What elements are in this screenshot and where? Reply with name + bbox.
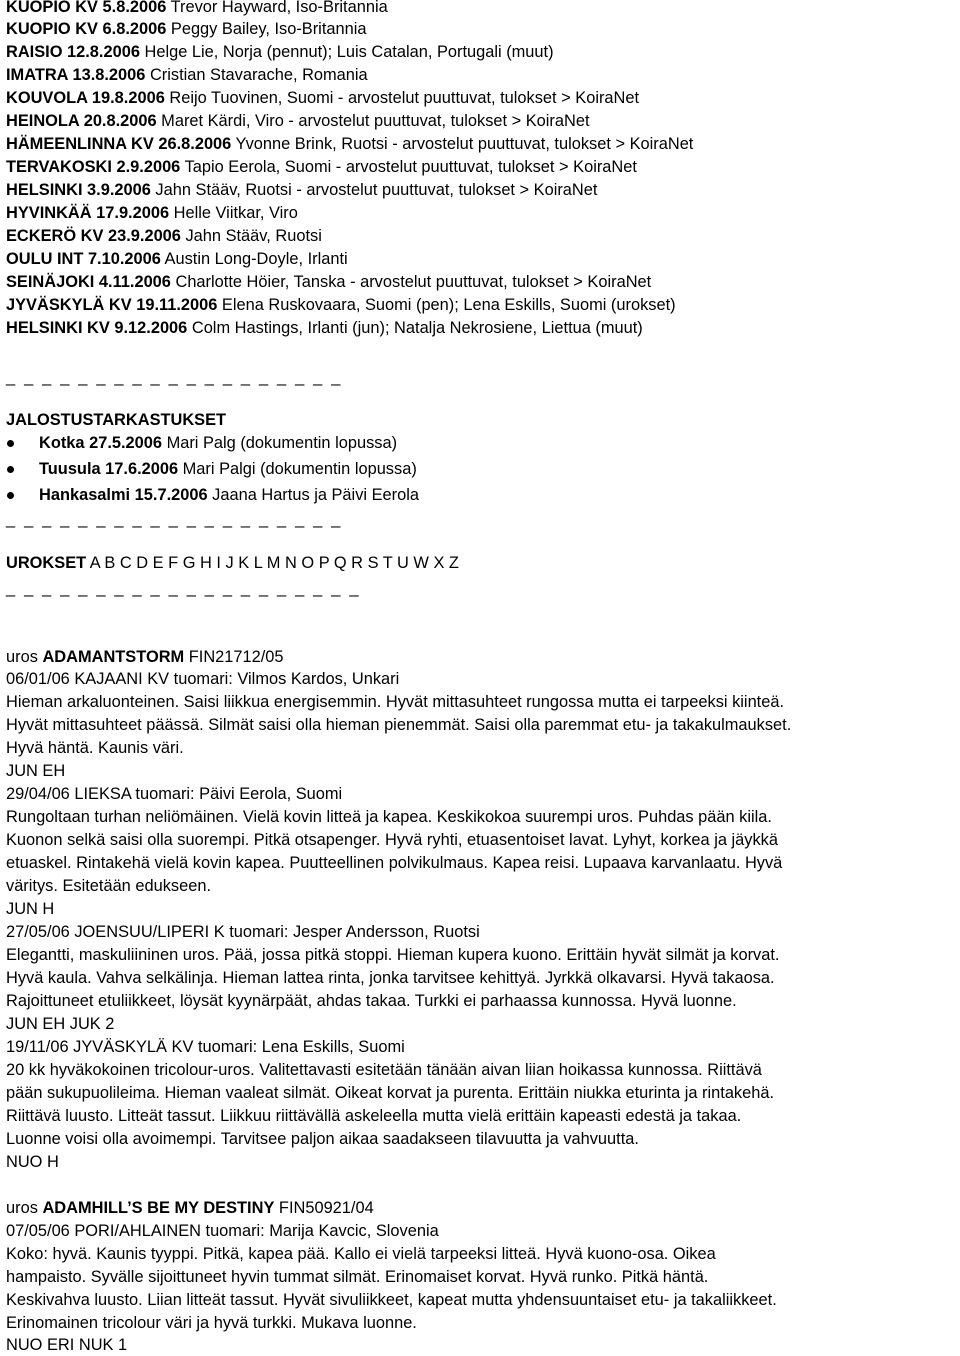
show-place: HELSINKI 3.9.2006 [6, 181, 151, 199]
show-entry [6, 111, 590, 131]
show-place: HEINOLA 20.8.2006 [6, 112, 157, 130]
show-judge: Jahn Stääv, Ruotsi - arvostelut puuttuvat, tulokset > KoiraNet [150, 181, 598, 199]
critique-line: JUN EH JUK 2 [6, 1015, 115, 1033]
show-judge: Helle Viitkar, Viro [169, 204, 298, 222]
show-judge: Tapio Eerola, Suomi - arvostelut puuttuvat, tulokset > KoiraNet [180, 158, 637, 176]
critique-line: 07/05/06 PORI/AHLAINEN tuomari: Marija Kavcic, Slovenia [6, 1222, 439, 1240]
inspection-place: Hankasalmi 15.7.2006 [39, 486, 208, 504]
dog-title [6, 1198, 374, 1218]
show-entry [6, 318, 643, 338]
critique-line: JUN EH [6, 762, 66, 780]
critique-line: Rungoltaan turhan neliömäinen. Vielä kovin litteä ja kapea. Keskikokoa suurempi uros. Puhdas pään kiila. [6, 808, 772, 826]
bullet-icon [7, 492, 14, 499]
show-entry [6, 180, 597, 200]
critique-line: Elegantti, maskuliininen uros. Pää, jossa pitkä stoppi. Hieman kupera kuono. Erittäin hyvät silmät ja korvat. [6, 946, 780, 964]
section-heading [6, 410, 226, 430]
show-judge: Austin Long-Doyle, Irlanti [160, 250, 348, 268]
critique-line: NUO ERI NUK 1 [6, 1336, 128, 1354]
critique-line: 19/11/06 JYVÄSKYLÄ KV tuomari: Lena Eskills, Suomi [6, 1038, 405, 1056]
show-place: TERVAKOSKI 2.9.2006 [6, 158, 181, 176]
show-judge: Helge Lie, Norja (pennut); Luis Catalan, Portugali (muut) [139, 43, 554, 61]
dog-reg: FIN50921/04 [274, 1199, 374, 1217]
show-place: KUOPIO KV 5.8.2006 [6, 0, 167, 16]
dog-reg: FIN21712/05 [184, 648, 284, 666]
separator-line: _ _ _ _ _ _ _ _ _ _ _ _ _ _ _ _ _ _ _ [6, 510, 343, 528]
show-judge: Peggy Bailey, Iso-Britannia [166, 20, 367, 38]
dog-prefix: uros [6, 648, 43, 666]
show-entry [6, 19, 366, 39]
show-judge: Elena Ruskovaara, Suomi (pen); Lena Eskills, Suomi (urokset) [217, 296, 676, 314]
show-entry [6, 226, 322, 246]
show-entry [6, 65, 368, 85]
show-place: SEINÄJOKI 4.11.2006 [6, 273, 171, 291]
show-place: HELSINKI KV 9.12.2006 [6, 319, 188, 337]
critique-line: 29/04/06 LIEKSA tuomari: Päivi Eerola, Suomi [6, 785, 343, 803]
show-judge: Charlotte Höier, Tanska - arvostelut puuttuvat, tulokset > KoiraNet [170, 273, 652, 291]
critique-line: 20 kk hyväkokoinen tricolour-uros. Valitettavasti esitetään tänään aivan liian hoikassa kunnossa. Riittävä [6, 1061, 762, 1079]
breeding-heading: JALOSTUSTARKASTUKSET [6, 411, 227, 429]
show-entry [6, 203, 298, 223]
males-heading: UROKSET [6, 554, 87, 572]
show-entry [6, 134, 693, 154]
show-place: OULU INT 7.10.2006 [6, 250, 161, 268]
inspection-place: Kotka 27.5.2006 [39, 434, 163, 452]
show-place: ECKERÖ KV 23.9.2006 [6, 227, 181, 245]
show-entry [6, 295, 676, 315]
dog-name: ADAMHILL’S BE MY DESTINY [42, 1199, 275, 1217]
critique-line: hampaisto. Syvälle sijoittuneet hyvin tummat silmät. Erinomaiset korvat. Hyvä runko. Pitkä häntä. [6, 1268, 709, 1286]
show-judge: Colm Hastings, Irlanti (jun); Natalja Nekrosiene, Liettua (muut) [187, 319, 643, 337]
show-judge: Reijo Tuovinen, Suomi - arvostelut puuttuvat, tulokset > KoiraNet [164, 89, 640, 107]
dog-name: ADAMANTSTORM [42, 648, 185, 666]
inspection-text: Jaana Hartus ja Päivi Eerola [207, 486, 419, 504]
dog-prefix: uros [6, 1199, 43, 1217]
dog-title [6, 647, 284, 667]
show-place: RAISIO 12.8.2006 [6, 43, 140, 61]
critique-line: NUO H [6, 1153, 59, 1171]
show-entry [6, 249, 348, 269]
critique-line: Riittävä luusto. Litteät tassut. Liikkuu riittävällä askeleella mutta vielä erittäin kapeasti edestä ja takaa. [6, 1107, 742, 1125]
critique-line: Hyvät mittasuhteet päässä. Silmät saisi olla hieman pienemmät. Saisi olla paremmat etu- ja takakulmaukset. [6, 716, 792, 734]
critique-line: 06/01/06 KAJAANI KV tuomari: Vilmos Kardos, Unkari [6, 670, 400, 688]
separator-line: _ _ _ _ _ _ _ _ _ _ _ _ _ _ _ _ _ _ _ _ [6, 579, 361, 597]
alphabet-index[interactable]: A B C D E F G H I J K L M N O P Q R S T U W X Z [86, 554, 459, 572]
show-place: KOUVOLA 19.8.2006 [6, 89, 165, 107]
show-entry [6, 157, 637, 177]
show-place: HÄMEENLINNA KV 26.8.2006 [6, 135, 232, 153]
bullet-icon [7, 440, 14, 447]
critique-line: Erinomainen tricolour väri ja hyvä turkki. Mukava luonne. [6, 1314, 417, 1332]
critique-line: Kuonon selkä saisi olla suorempi. Pitkä otsapenger. Hyvä ryhti, etuasentoiset lavat. Lyhyt, korkea ja jäykkä [6, 831, 778, 849]
critique-line: JUN H [6, 900, 55, 918]
show-entry [6, 272, 651, 292]
critique-line: 27/05/06 JOENSUU/LIPERI K tuomari: Jesper Andersson, Ruotsi [6, 923, 480, 941]
show-entry [6, 0, 388, 17]
critique-line: etuaskel. Rintakehä vielä kovin kapea. Puutteellinen polvikulmaus. Kapea reisi. Lupaava karvanlaatu. Hyvä [6, 854, 783, 872]
show-judge: Trevor Hayward, Iso-Britannia [166, 0, 388, 16]
show-judge: Cristian Stavarache, Romania [145, 66, 368, 84]
show-place: JYVÄSKYLÄ KV 19.11.2006 [6, 296, 218, 314]
bullet-icon [7, 466, 14, 473]
inspection-text: Mari Palg (dokumentin lopussa) [162, 434, 398, 452]
critique-line: pään sukupuolileima. Hieman vaaleat silmät. Oikeat korvat ja purenta. Erittäin niukka eturinta ja rintakehä. [6, 1084, 775, 1102]
critique-line: Hieman arkaluonteinen. Saisi liikkua energisemmin. Hyvät mittasuhteet rungossa mutta ei tarpeeksi kiinteä. [6, 693, 785, 711]
show-entry [6, 88, 639, 108]
show-judge: Maret Kärdi, Viro - arvostelut puuttuvat, tulokset > KoiraNet [156, 112, 590, 130]
critique-line: Koko: hyvä. Kaunis tyyppi. Pitkä, kapea pää. Kallo ei vielä tarpeeksi litteä. Hyvä kuono-osa. Oikea [6, 1245, 716, 1263]
inspection-place: Tuusula 17.6.2006 [39, 460, 179, 478]
males-index [6, 553, 459, 573]
show-judge: Jahn Stääv, Ruotsi [180, 227, 322, 245]
show-entry [6, 42, 554, 62]
critique-line: Rajoittuneet etuliikkeet, löysät kyynärpäät, ahdas takaa. Turkki ei parhaassa kunnossa. Hyvä luonne. [6, 992, 737, 1010]
inspection-text: Mari Palgi (dokumentin lopussa) [178, 460, 417, 478]
critique-line: Luonne voisi olla avoimempi. Tarvitsee paljon aikaa saadakseen tilavuutta ja vahvuutta. [6, 1130, 639, 1148]
show-place: HYVINKÄÄ 17.9.2006 [6, 204, 170, 222]
show-judge: Yvonne Brink, Ruotsi - arvostelut puuttuvat, tulokset > KoiraNet [231, 135, 694, 153]
show-place: KUOPIO KV 6.8.2006 [6, 20, 167, 38]
critique-line: Hyvä häntä. Kaunis väri. [6, 739, 184, 757]
critique-line: Hyvä kaula. Vahva selkälinja. Hieman lattea rinta, jonka tarvitsee kehittyä. Jyrkkä olkavarsi. Hyvä takaosa. [6, 969, 775, 987]
critique-line: Keskivahva luusto. Liian litteät tassut. Hyvät sivuliikkeet, kapeat mutta yhdensuuntaiset etu- ja takaliikkeet. [6, 1291, 777, 1309]
critique-line: väritys. Esitetään edukseen. [6, 877, 211, 895]
show-place: IMATRA 13.8.2006 [6, 66, 146, 84]
separator-line: _ _ _ _ _ _ _ _ _ _ _ _ _ _ _ _ _ _ _ [6, 368, 343, 386]
